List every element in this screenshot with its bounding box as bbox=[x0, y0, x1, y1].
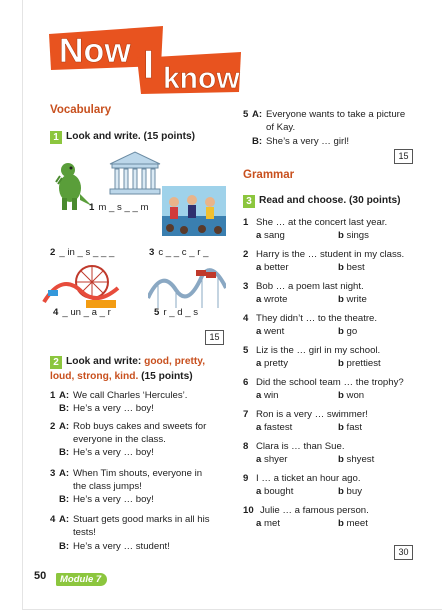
exercise-1-text: Look and write. (15 points) bbox=[66, 131, 196, 142]
option-a[interactable]: a went bbox=[256, 325, 285, 337]
option-b[interactable]: b go bbox=[338, 325, 358, 337]
vocab-item-2: 2 _ in _ s _ _ _ bbox=[50, 247, 115, 258]
museum-icon bbox=[110, 152, 160, 194]
option-a[interactable]: a fastest bbox=[256, 421, 293, 433]
option-b[interactable]: b shyest bbox=[338, 453, 375, 465]
picture-funfair bbox=[42, 262, 120, 310]
option-b[interactable]: b write bbox=[338, 293, 367, 305]
title-word-now: Now bbox=[59, 32, 131, 70]
exercise-number-badge: 1 bbox=[50, 131, 62, 144]
option-a[interactable]: a sang bbox=[256, 229, 285, 241]
vocab-item-1: 1 m _ s _ _ m bbox=[89, 202, 149, 213]
grammar-question-list: 1 She … at the concert last year. a sang b sings 2 Harry is the … student in my class. a better b best 3 Bob … a poem last night. a wrote b write 4 They didn’t … to the theatre. a went b go 5 Liz is the … girl in my school. a pretty b prettiest 6 Did the school team … the trophy? a win b won 7 Ron is a very … swimmer! a fastest b fast 8 Clara is … than Sue. a shyer b shyest 9 I … a ticket an hour ago. a bought b buy 10 Julie … a famous person. a met b meet bbox=[243, 217, 405, 529]
ex2-item-4: 4 A: Stuart gets good marks in all his tests! B: He’s a very … student! bbox=[50, 514, 210, 552]
option-b[interactable]: b won bbox=[338, 389, 365, 401]
module-badge: Module 7 bbox=[56, 569, 107, 587]
score-box-ex3: 30 bbox=[394, 545, 413, 560]
option-b[interactable]: b buy bbox=[338, 485, 363, 497]
option-b[interactable]: b meet bbox=[338, 517, 368, 529]
score-box-ex2: 15 bbox=[394, 149, 413, 164]
vocab-item-3: 3 c _ _ c _ r _ bbox=[149, 247, 209, 258]
vocabulary-heading: Vocabulary bbox=[50, 104, 112, 116]
vocab-item-4: 4 _ un _ a _ r bbox=[53, 307, 111, 318]
option-b[interactable]: b sings bbox=[338, 229, 369, 241]
option-a[interactable]: a met bbox=[256, 517, 281, 529]
exercise-3-instruction: 3 Read and choose. (30 points) bbox=[243, 195, 401, 208]
concert-icon bbox=[162, 186, 226, 236]
option-a[interactable]: a shyer bbox=[256, 453, 288, 465]
option-a[interactable]: a better bbox=[256, 261, 289, 273]
option-a[interactable]: a bought bbox=[256, 485, 294, 497]
option-b[interactable]: b prettiest bbox=[338, 357, 381, 369]
picture-rides bbox=[148, 262, 226, 308]
option-a[interactable]: a pretty bbox=[256, 357, 289, 369]
option-b[interactable]: b fast bbox=[338, 421, 363, 433]
page-number: 50 bbox=[34, 570, 47, 582]
ex2-item-1: 1 A: We call Charles ‘Hercules’. B: He’s a very … boy! bbox=[50, 390, 188, 414]
option-a[interactable]: a win bbox=[256, 389, 279, 401]
title-word-know: know bbox=[163, 62, 240, 94]
score-box-ex1: 15 bbox=[205, 330, 224, 345]
option-b[interactable]: b best bbox=[338, 261, 365, 273]
page-title bbox=[45, 22, 245, 94]
ex2-item-3: 3 A: When Tim shouts, everyone in the class jumps! B: He’s a very … boy! bbox=[50, 468, 203, 505]
funfair-icon bbox=[44, 266, 118, 308]
vocab-item-5: 5 r _ d _ s bbox=[154, 307, 199, 318]
ex2-item-5: 5 A: Everyone wants to take a picture of Kay. B: She’s a very … girl! bbox=[243, 109, 406, 147]
exercise-number-badge: 3 bbox=[243, 195, 255, 208]
exercise-1-instruction bbox=[50, 131, 195, 144]
picture-concert bbox=[162, 186, 226, 236]
option-a[interactable]: a wrote bbox=[256, 293, 288, 305]
exercise-number-badge: 2 bbox=[50, 356, 62, 369]
exercise-2-instruction: 2 Look and write: good, pretty, loud, strong, kind. (15 points) bbox=[50, 356, 206, 382]
rollercoaster-icon bbox=[148, 270, 226, 308]
dinosaur-icon bbox=[56, 163, 92, 210]
grammar-heading: Grammar bbox=[243, 169, 295, 181]
ex2-item-2: 2 A: Rob buys cakes and sweets for everyone in the class. B: He’s a very … boy! bbox=[50, 421, 207, 458]
title-word-i: I bbox=[143, 43, 155, 87]
